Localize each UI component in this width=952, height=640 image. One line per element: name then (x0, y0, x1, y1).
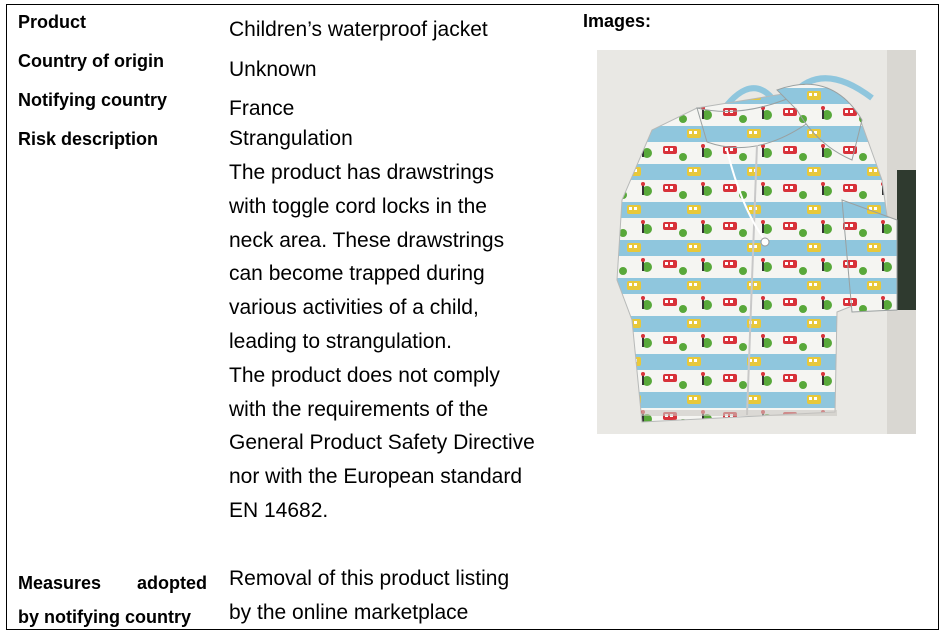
measures-label-line: by notifying country (18, 607, 191, 627)
risk-line: with the requirements of the (229, 397, 489, 421)
risk-line: EN 14682. (229, 498, 329, 522)
measures-label (18, 566, 207, 634)
images-label: Images: (583, 11, 652, 31)
origin-value: Unknown (229, 58, 317, 81)
risk-line: leading to strangulation. (229, 329, 452, 353)
risk-line: General Product Safety Directive (229, 431, 535, 455)
origin-label: Country of origin (18, 51, 164, 71)
jacket-image (597, 50, 916, 434)
risk-line: The product does not comply (229, 363, 500, 387)
product-label: Product (18, 12, 87, 32)
risk-line: various activities of a child, (229, 296, 479, 320)
risk-type-value: Strangulation (229, 127, 353, 150)
risk-description-label: Risk description (18, 129, 159, 149)
risk-line: The product has drawstrings (229, 161, 494, 184)
risk-line: with toggle cord locks in the (229, 194, 487, 218)
measures-value (229, 562, 574, 630)
risk-description-text (229, 156, 574, 528)
notifying-country-label: Notifying country (18, 90, 167, 110)
product-value: Children’s waterproof jacket (229, 18, 488, 41)
risk-line: can become trapped during (229, 262, 485, 286)
measures-label-line: Measures adopted (18, 573, 207, 593)
notifying-country-value: France (229, 97, 295, 120)
measures-line: by the online marketplace (229, 600, 469, 624)
measures-line: Removal of this product listing (229, 567, 510, 590)
risk-line: nor with the European standard (229, 465, 523, 489)
risk-line: neck area. These drawstrings (229, 228, 505, 252)
product-photo (597, 50, 916, 434)
